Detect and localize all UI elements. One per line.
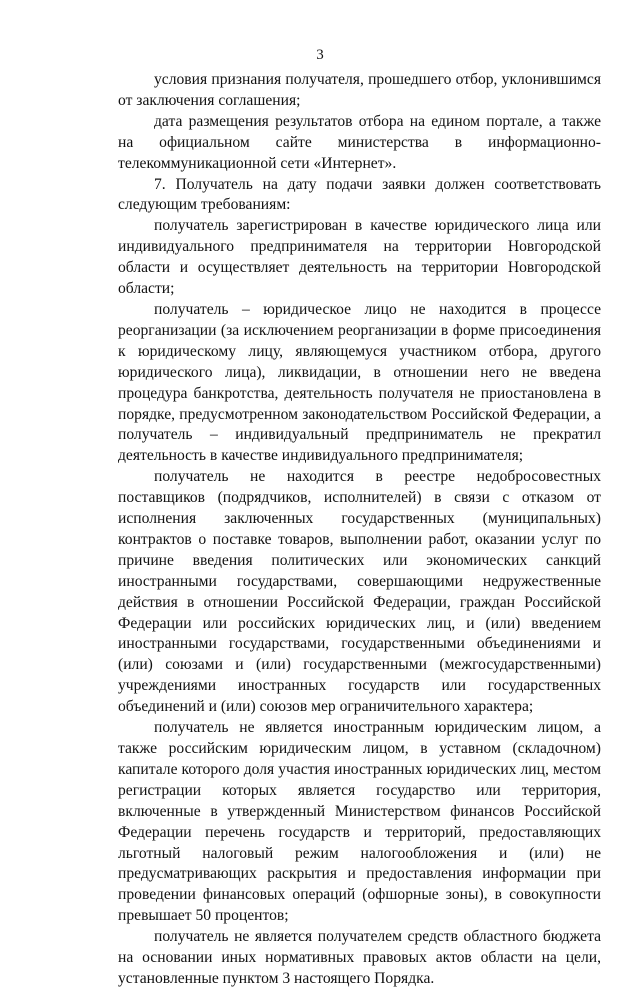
paragraph-other-budget-funds: получатель не является получателем средств областного бюджета на основании иных нормативных правовых актов области на цели, установленные пунктом 3 настоящего Порядка.: [118, 928, 601, 987]
paragraph-reorganization-requirement: получатель – юридическое лицо не находится в процессе реорганизации (за исключением реорганизации в форме присоединения к юридическому лицу, являющемуся участником отбора, другого юридического лица), ликвидации, в отношении него не введена процедура банкротства, деятельность получателя не приостановлена в порядке, предусмотренном законодательством Российской Федерации, а получатель – индивидуальный предприниматель не прекратил деятельность в качестве индивидуального предпринимателя;: [118, 300, 601, 465]
paragraph-foreign-entity-requirement: получатель не является иностранным юридическим лицом, а также российским юридическим лицом, в уставном (складочном) капитале которого доля участия иностранных юридических лиц, местом регистрации которых является государство или территория, включенные в утвержденный Министерством финансов Российской Федерации перечень государств и территорий, предоставляющих льготный налоговый режим налогообложения и (или) не предусматривающих раскрытия и предоставления информации при проведении финансовых операций (офшорные зоны), в совокупности превышает 50 процентов;: [118, 719, 601, 925]
paragraph-unfair-suppliers-registry: получатель не находится в реестре недобросовестных поставщиков (подрядчиков, исполнителей) в связи с отказом от исполнения заключенных государственных (муниципальных) контрактов о поставке товаров, выполнении работ, оказании услуг по причине введения политических или экономических санкций иностранными государствами, совершающими недружественные действия в отношении Российской Федерации, граждан Российской Федерации или российских юридических лиц, и (или) введением иностранными государствами, государственными объединениями и (или) союзами и (или) государственными (межгосударственными) учреждениями иностранных государств или государственных объединений и (или) союзов мер ограничительного характера;: [118, 468, 601, 716]
paragraph-results-publication-date: дата размещения результатов отбора на едином портале, а также на официальном сайте министерства в информационно-телекоммуникационной сети «Интернет».: [118, 112, 601, 172]
page-number: 3: [316, 47, 324, 63]
paragraph-registration-requirement: получатель зарегистрирован в качестве юридического лица или индивидуального предпринимателя на территории Новгородской области и осуществляет деятельность на территории Новгородской области;: [118, 217, 601, 298]
paragraph-item-7-requirements: 7. Получатель на дату подачи заявки должен соответствовать следующим требованиям:: [118, 175, 601, 214]
paragraph-refusal-conditions: условия признания получателя, прошедшего отбор, уклонившимся от заключения соглашения;: [118, 71, 601, 109]
document-body: [118, 70, 601, 990]
